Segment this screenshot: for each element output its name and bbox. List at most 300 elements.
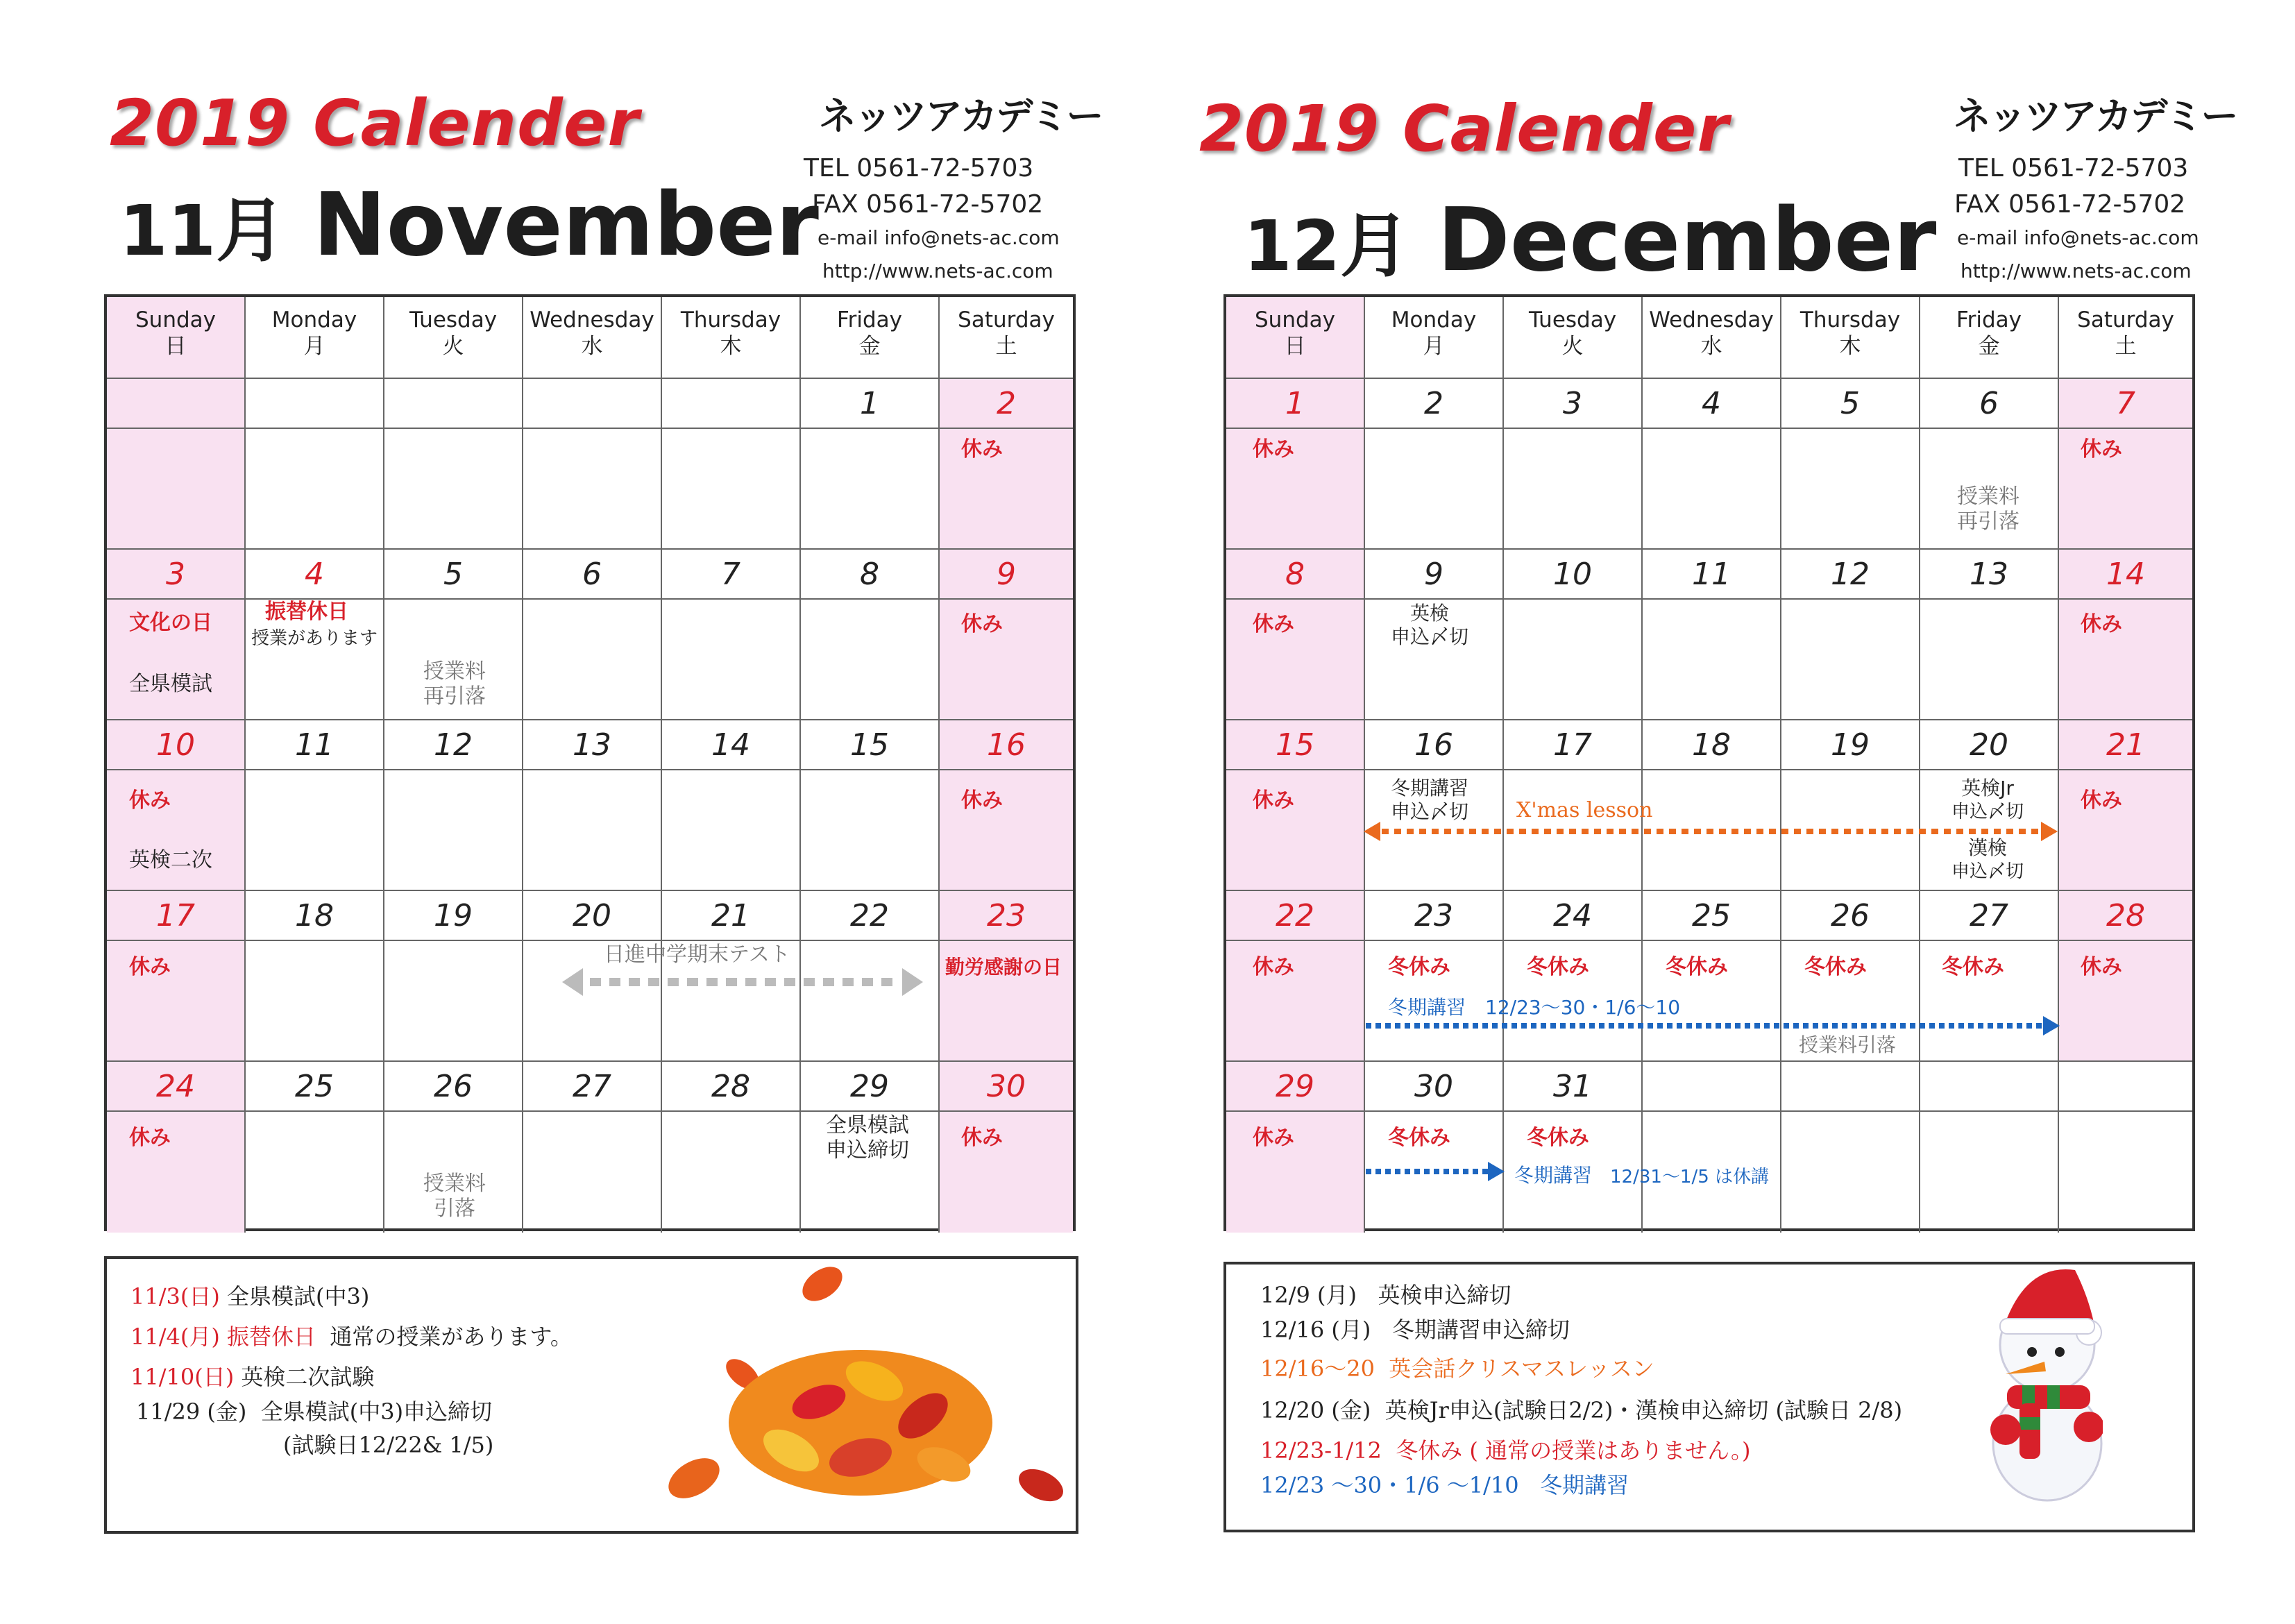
november-day-number-cell (107, 550, 246, 600)
november-day-number: 20 (573, 898, 611, 933)
dec-note-6 (1260, 1471, 1629, 1499)
dec-5-event-2: 再引落 (1957, 509, 2019, 534)
november-day-body-cell (523, 1112, 662, 1233)
dec-note-3 (1260, 1355, 1654, 1382)
december-day-body-cell (1781, 1112, 1920, 1233)
december-weekday-jp: 火 (1561, 334, 1584, 359)
december-day-number-cell (1226, 550, 1365, 600)
december-day-number: 29 (1276, 1069, 1314, 1104)
november-day-number: 29 (850, 1069, 889, 1104)
november-day-number-cell (246, 379, 384, 429)
december-weekday-header-tuesday (1504, 297, 1643, 379)
nov-note-4-date: 11/29 (金) (136, 1398, 247, 1425)
december-day-number-cell (1365, 720, 1504, 770)
nov-29-event: 全県模試 (826, 1113, 909, 1137)
december-day-number: 14 (2106, 557, 2145, 592)
december-email: e-mail info@nets-ac.com (1957, 226, 2199, 249)
november-day-body-cell (246, 1112, 384, 1233)
november-day-number: 16 (987, 727, 1026, 763)
november-day-number-cell (801, 1062, 940, 1112)
december-fax: FAX 0561-72-5702 (1954, 190, 2186, 219)
december-calendar-title: 2019 Calender (1199, 92, 1729, 166)
december-day-number-cell (1365, 550, 1504, 600)
november-day-body-cell (940, 429, 1073, 550)
november-day-number-cell (662, 891, 801, 941)
dec-31-course-note: 12/31〜1/5 は休講 (1610, 1167, 1770, 1187)
december-day-number: 16 (1414, 727, 1453, 763)
november-day-body-cell (940, 600, 1073, 720)
december-day-number-cell (2059, 550, 2192, 600)
dec-22-event: 休み (1253, 955, 1294, 979)
november-day-number-cell (801, 550, 940, 600)
november-day-body-cell (940, 1112, 1073, 1233)
nov-16-event: 休み (961, 788, 1003, 813)
dec-16-event: 冬期講習 (1390, 777, 1468, 800)
nov-2-event: 休み (961, 437, 1003, 462)
november-weekday-header-sunday (107, 297, 246, 379)
november-day-number: 7 (721, 557, 740, 592)
dec-note-2 (1260, 1316, 1570, 1344)
november-day-number-cell (801, 379, 940, 429)
nov-exam-label: 日進中学期末テスト (604, 942, 790, 967)
december-day-body-cell (1226, 941, 1365, 1062)
november-day-number-cell (384, 720, 523, 770)
november-weekday-en: Monday (271, 307, 357, 332)
november-calendar-title: 2019 Calender (110, 86, 640, 160)
november-day-body-cell (801, 941, 940, 1062)
dec-note-6-text: 冬期講習 (1540, 1472, 1629, 1498)
november-url: http://www.nets-ac.com (822, 260, 1053, 282)
december-day-number: 6 (1979, 386, 1999, 421)
december-day-number: 13 (1970, 557, 2008, 592)
december-day-number-cell (2059, 379, 2192, 429)
dec-1-event: 休み (1253, 437, 1294, 462)
november-day-body-cell (384, 941, 523, 1062)
nov-17-event: 休み (129, 955, 171, 979)
november-weekday-jp: 土 (995, 334, 1017, 359)
nov-9-event: 休み (961, 612, 1003, 636)
december-day-number-cell (2059, 720, 2192, 770)
december-day-number: 12 (1831, 557, 1870, 592)
december-calendar-grid (1223, 294, 2195, 1231)
december-day-body-cell (1365, 429, 1504, 550)
november-day-number-cell (246, 720, 384, 770)
nov-10-event-2: 英検二次 (129, 848, 212, 872)
november-day-number-cell (940, 550, 1073, 600)
november-weekday-en: Wednesday (530, 307, 654, 332)
november-day-body-cell (107, 941, 246, 1062)
november-day-number: 27 (573, 1069, 611, 1104)
december-day-body-cell (2059, 1112, 2192, 1233)
november-day-number: 8 (860, 557, 879, 592)
snowman-illustration (1978, 1221, 2103, 1513)
november-day-number: 18 (295, 898, 334, 933)
november-day-number-cell (107, 1062, 246, 1112)
november-day-number: 15 (850, 727, 889, 763)
dec-31-course-label: 冬期講習 (1514, 1164, 1593, 1187)
november-day-number: 17 (156, 898, 195, 933)
december-weekday-jp: 月 (1423, 334, 1445, 359)
november-weekday-header-tuesday (384, 297, 523, 379)
december-day-number: 27 (1970, 898, 2008, 933)
december-day-number: 9 (1424, 557, 1443, 592)
december-weekday-en: Monday (1391, 307, 1477, 332)
dec-note-1-text: 英検申込締切 (1378, 1282, 1511, 1308)
december-day-number: 22 (1276, 898, 1314, 933)
nov-note-3-date: 11/10(日) (130, 1364, 235, 1390)
november-day-number: 21 (711, 898, 750, 933)
nov-note-2 (130, 1323, 573, 1351)
november-day-number: 30 (987, 1069, 1026, 1104)
november-day-number-cell (662, 1062, 801, 1112)
december-day-body-cell (1226, 770, 1365, 891)
november-weekday-en: Friday (837, 307, 902, 332)
november-day-number: 6 (582, 557, 602, 592)
nov-26-event: 授業料 (423, 1172, 486, 1196)
dec-8-event: 休み (1253, 612, 1294, 636)
november-day-body-cell (523, 600, 662, 720)
november-day-number-cell (940, 379, 1073, 429)
december-day-body-cell (1643, 429, 1781, 550)
december-day-number: 30 (1414, 1069, 1453, 1104)
dec-note-4 (1260, 1396, 1902, 1424)
nov-note-1 (130, 1283, 369, 1310)
december-weekday-jp: 水 (1700, 334, 1722, 359)
nov-note-2-date: 11/4(月) (130, 1323, 220, 1350)
dec-note-1 (1260, 1281, 1511, 1309)
november-day-number-cell (246, 550, 384, 600)
dec-20-event-3: 漢検 (1967, 836, 2007, 859)
december-weekday-jp: 木 (1839, 334, 1861, 359)
december-day-number: 3 (1563, 386, 1582, 421)
dec-9-event: 英検 (1409, 602, 1449, 625)
december-day-number: 19 (1831, 727, 1870, 763)
december-day-body-cell (2059, 770, 2192, 891)
dec-23-event: 冬休み (1388, 955, 1450, 979)
november-day-number-cell (523, 1062, 662, 1112)
december-day-body-cell (1781, 429, 1920, 550)
november-month-en: November (313, 174, 819, 276)
november-day-number: 3 (166, 557, 185, 592)
november-day-number-cell (107, 720, 246, 770)
november-day-number: 24 (156, 1069, 195, 1104)
december-day-number-cell (1504, 1062, 1643, 1112)
december-day-number: 4 (1702, 386, 1721, 421)
november-day-number: 25 (295, 1069, 334, 1104)
november-day-number: 14 (711, 727, 750, 763)
november-month-heading (119, 174, 819, 276)
november-day-number-cell (523, 550, 662, 600)
december-day-number: 7 (2116, 386, 2135, 421)
november-day-body-cell (662, 429, 801, 550)
november-day-number-cell (246, 891, 384, 941)
november-day-number-cell (246, 1062, 384, 1112)
december-weekday-header-friday (1920, 297, 2059, 379)
november-page (0, 0, 1102, 1624)
december-day-number: 24 (1553, 898, 1592, 933)
december-weekday-en: Wednesday (1649, 307, 1774, 332)
december-month-heading (1244, 189, 1936, 291)
november-weekday-en: Saturday (958, 307, 1055, 332)
november-email: e-mail info@nets-ac.com (818, 226, 1060, 249)
november-day-number-cell (662, 720, 801, 770)
november-weekday-header-friday (801, 297, 940, 379)
dec-note-5-text: 冬休み ( 通常の授業はありません。) (1396, 1437, 1751, 1464)
december-day-number: 23 (1414, 898, 1453, 933)
november-weekday-jp: 木 (720, 334, 742, 359)
december-day-number-cell (1920, 1062, 2059, 1112)
december-day-body-cell (1504, 600, 1643, 720)
december-tel: TEL 0561-72-5703 (1958, 154, 2189, 183)
december-day-number-cell (1365, 379, 1504, 429)
december-day-number: 8 (1285, 557, 1305, 592)
november-day-number-cell (107, 379, 246, 429)
nov-4-event: 振替休日 (265, 600, 348, 624)
november-day-body-cell (801, 600, 940, 720)
november-day-number-cell (384, 891, 523, 941)
november-day-number: 26 (434, 1069, 473, 1104)
dec-fee-label: 授業料引落 (1799, 1033, 1897, 1056)
dec-30-event: 冬休み (1388, 1126, 1450, 1150)
december-day-number: 21 (2106, 727, 2145, 763)
december-day-body-cell (1781, 600, 1920, 720)
december-day-body-cell (1920, 1112, 2059, 1233)
nov-26-event-2: 引落 (434, 1196, 475, 1221)
december-day-number: 28 (2106, 898, 2145, 933)
november-day-body-cell (801, 429, 940, 550)
november-weekday-header-wednesday (523, 297, 662, 379)
november-academy-logo: ネッツアカデミー (819, 94, 1102, 138)
dec-21-event: 休み (2081, 788, 2122, 813)
december-weekday-jp: 土 (2115, 334, 2137, 359)
dec-winter-course-label: 冬期講習 12/23〜30・1/6〜10 (1388, 996, 1681, 1019)
november-day-body-cell (384, 429, 523, 550)
dec-24-event: 冬休み (1527, 955, 1589, 979)
december-weekday-jp: 金 (1978, 334, 2000, 359)
dec-25-event: 冬休み (1666, 955, 1728, 979)
dec-5-event: 授業料 (1957, 484, 2019, 509)
december-day-number: 17 (1553, 727, 1592, 763)
december-day-number: 31 (1553, 1069, 1592, 1104)
dec-note-4-text: 英検Jr申込(試験日2/2)・漢検申込締切 (試験日 2/8) (1384, 1397, 1903, 1423)
dec-note-2-date: 12/16 (月) (1260, 1317, 1371, 1343)
november-day-body-cell (940, 770, 1073, 891)
november-day-number-cell (384, 550, 523, 600)
december-day-number: 15 (1276, 727, 1314, 763)
november-day-number: 5 (443, 557, 463, 592)
november-day-number: 9 (997, 557, 1016, 592)
november-day-body-cell (662, 770, 801, 891)
november-day-body-cell (246, 429, 384, 550)
november-day-number-cell (523, 891, 662, 941)
dec-26-event: 冬休み (1804, 955, 1867, 979)
nov-note-5 (283, 1431, 493, 1459)
december-day-number-cell (1643, 720, 1781, 770)
november-weekday-jp: 日 (164, 334, 187, 359)
dec-28-event: 休み (2081, 955, 2122, 979)
november-fax: FAX 0561-72-5702 (812, 190, 1044, 219)
autumn-leaves-illustration (652, 1242, 1083, 1520)
december-weekday-header-wednesday (1643, 297, 1781, 379)
december-day-number: 2 (1424, 386, 1443, 421)
december-day-number: 5 (1840, 386, 1860, 421)
november-tel: TEL 0561-72-5703 (804, 154, 1034, 183)
december-day-number: 26 (1831, 898, 1870, 933)
november-day-body-cell (107, 1112, 246, 1233)
november-day-number-cell (940, 1062, 1073, 1112)
december-day-number: 1 (1285, 386, 1305, 421)
december-url: http://www.nets-ac.com (1961, 260, 2192, 282)
nov-5-event-2: 再引落 (423, 684, 486, 709)
december-day-number-cell (1504, 891, 1643, 941)
nov-23-event: 勤労感謝の日 (945, 956, 1062, 979)
december-month-en: December (1437, 189, 1937, 291)
november-day-number: 12 (434, 727, 473, 763)
dec-note-1-date: 12/9 (月) (1260, 1282, 1357, 1308)
december-day-number-cell (1643, 550, 1781, 600)
november-day-body-cell (523, 429, 662, 550)
december-day-number-cell (1643, 891, 1781, 941)
nov-note-4 (136, 1398, 492, 1426)
dec-30-course-arrow (1366, 1160, 1505, 1183)
dec-note-4-date: 12/20 (金) (1260, 1397, 1371, 1423)
november-day-number-cell (384, 1062, 523, 1112)
dec-16-event-2: 申込〆切 (1390, 800, 1468, 823)
december-day-body-cell (1226, 429, 1365, 550)
december-day-number: 11 (1692, 557, 1731, 592)
nov-4-event-2: 授業があります (251, 628, 378, 649)
december-day-number-cell (1504, 379, 1643, 429)
november-weekday-header-saturday (940, 297, 1073, 379)
december-day-number-cell (1365, 891, 1504, 941)
dec-14-event: 休み (2081, 612, 2122, 636)
dec-29-event: 休み (1253, 1126, 1294, 1150)
nov-29-event-2: 申込締切 (826, 1138, 909, 1162)
november-day-number: 2 (997, 386, 1016, 421)
dec-20-event: 英検Jr (1961, 777, 2014, 800)
nov-note-1-date: 11/3(日) (130, 1283, 220, 1310)
december-month-jp: 12月 (1244, 205, 1410, 287)
december-weekday-header-sunday (1226, 297, 1365, 379)
december-day-body-cell (1643, 600, 1781, 720)
november-day-body-cell (246, 941, 384, 1062)
nov-note-1-text: 全県模試(中3) (227, 1283, 370, 1310)
november-day-number: 13 (573, 727, 611, 763)
december-day-number: 10 (1553, 557, 1592, 592)
december-day-number: 18 (1692, 727, 1731, 763)
nov-3-event: 文化の日 (129, 611, 212, 635)
december-weekday-en: Friday (1956, 307, 2022, 332)
nov-30-event: 休み (961, 1126, 1003, 1150)
november-weekday-jp: 火 (442, 334, 464, 359)
december-day-number-cell (1920, 891, 2059, 941)
november-day-number-cell (107, 891, 246, 941)
dec-31-event: 冬休み (1527, 1126, 1589, 1150)
dec-7-event: 休み (2081, 437, 2122, 462)
dec-9-event-2: 申込〆切 (1390, 625, 1468, 648)
december-weekday-header-thursday (1781, 297, 1920, 379)
nov-24-event: 休み (129, 1126, 171, 1150)
nov-note-2-text-2: 通常の授業があります。 (330, 1323, 573, 1350)
november-day-number: 11 (295, 727, 334, 763)
november-day-number: 19 (434, 898, 473, 933)
december-day-number-cell (2059, 1062, 2192, 1112)
december-day-number-cell (1365, 1062, 1504, 1112)
december-day-body-cell (1504, 429, 1643, 550)
november-calendar-grid (104, 294, 1076, 1231)
november-day-body-cell (523, 770, 662, 891)
november-day-body-cell (107, 429, 246, 550)
dec-27-event: 冬休み (1942, 955, 2004, 979)
december-day-number-cell (1226, 379, 1365, 429)
november-weekday-en: Sunday (135, 307, 216, 332)
november-weekday-jp: 月 (303, 334, 325, 359)
nov-3-event-2: 全県模試 (129, 672, 212, 696)
december-page (1194, 0, 2276, 1624)
nov-10-event: 休み (129, 788, 171, 813)
dec-20-event-4: 申込〆切 (1951, 861, 2024, 882)
december-day-body-cell (1920, 600, 2059, 720)
november-day-number-cell (940, 891, 1073, 941)
december-day-number: 25 (1692, 898, 1731, 933)
november-day-number-cell (940, 720, 1073, 770)
november-day-number-cell (662, 550, 801, 600)
december-day-number-cell (1920, 379, 2059, 429)
november-day-number: 1 (860, 386, 879, 421)
december-day-body-cell (2059, 429, 2192, 550)
december-day-number-cell (1643, 1062, 1781, 1112)
dec-xmas-lesson-label: X'mas lesson (1516, 798, 1653, 822)
december-day-body-cell (2059, 600, 2192, 720)
december-weekday-en: Thursday (1799, 307, 1901, 332)
november-weekday-header-thursday (662, 297, 801, 379)
dec-15-event: 休み (1253, 788, 1294, 813)
december-weekday-jp: 日 (1284, 334, 1306, 359)
november-day-number: 22 (850, 898, 889, 933)
dec-note-5 (1260, 1437, 1750, 1464)
november-day-number-cell (523, 720, 662, 770)
december-day-body-cell (1226, 1112, 1365, 1233)
december-academy-logo: ネッツアカデミー (1954, 94, 2237, 138)
november-weekday-header-monday (246, 297, 384, 379)
dec-20-event-2: 申込〆切 (1951, 802, 2024, 822)
december-day-number-cell (2059, 891, 2192, 941)
dec-note-6-date: 12/23 〜30・1/6 〜1/10 (1260, 1472, 1519, 1498)
nov-note-3-text: 英検二次試験 (241, 1364, 375, 1390)
december-day-number-cell (1781, 379, 1920, 429)
november-day-body-cell (384, 770, 523, 891)
november-day-number-cell (801, 891, 940, 941)
november-weekday-en: Thursday (680, 307, 781, 332)
november-day-number-cell (523, 379, 662, 429)
nov-note-2-text: 振替休日 (227, 1323, 316, 1350)
december-day-number-cell (1781, 550, 1920, 600)
november-day-number: 23 (987, 898, 1026, 933)
december-weekday-header-monday (1365, 297, 1504, 379)
december-weekday-en: Tuesday (1528, 307, 1617, 332)
november-day-number: 10 (156, 727, 195, 763)
november-day-number-cell (384, 379, 523, 429)
november-day-number: 28 (711, 1069, 750, 1104)
dec-note-3-date: 12/16〜20 (1260, 1355, 1375, 1382)
december-day-number-cell (1781, 891, 1920, 941)
november-weekday-jp: 水 (581, 334, 603, 359)
nov-note-4-text: 全県模試(中3)申込締切 (260, 1398, 493, 1425)
dec-note-5-date: 12/23-1/12 (1260, 1437, 1382, 1464)
november-day-number-cell (662, 379, 801, 429)
november-day-body-cell (662, 600, 801, 720)
november-weekday-jp: 金 (858, 334, 881, 359)
